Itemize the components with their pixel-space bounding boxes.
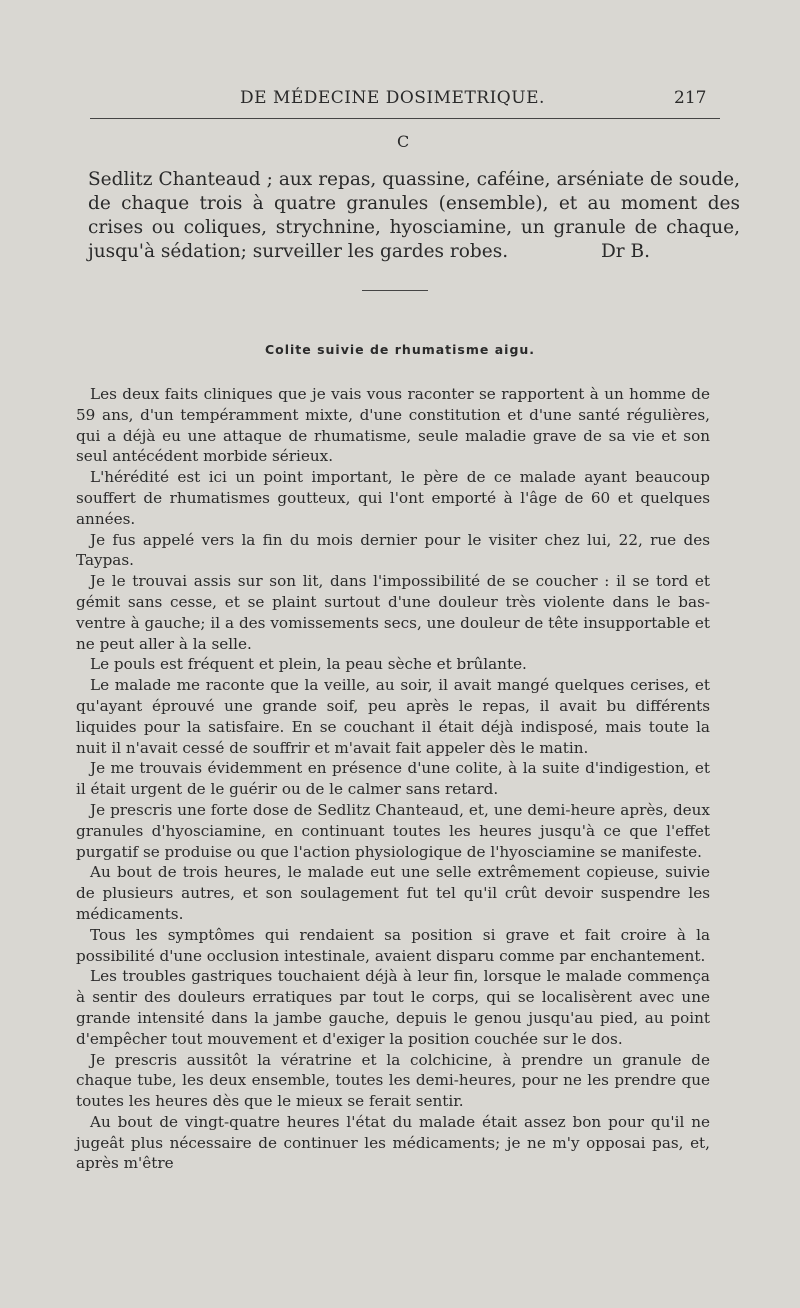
paragraph: Au bout de trois heures, le malade eut une selle extrêmement copieuse, suivie de plusieurs autres, et son soulagement fut tel qu'il crût devoir suspendre les médicaments. <box>76 863 710 923</box>
prescription-block <box>88 168 740 264</box>
author-signature: Dr B. <box>600 241 650 262</box>
paragraph: Les deux faits cliniques que je vais vous raconter se rapportent à un homme de 59 ans, d'un tempéramment mixte, d'une constitution et d'une santé régulières, qui a déjà eu une attaque de rhumatisme, seule maladie grave de sa vie et son seul antécédent morbide sérieux. <box>76 385 710 466</box>
article-title: Colite suivie de rhumatisme aigu. <box>264 342 536 357</box>
paragraph: Je le trouvai assis sur son lit, dans l'impossibilité de se coucher : il se tord et gémit sans cesse, et se plaint surtout d'une douleur très violente dans le bas-ventre à gauche; il a des vomissements secs, une douleur de tête insupportable et ne peut aller à la selle. <box>76 572 710 653</box>
article-body <box>76 384 710 1174</box>
paragraph: Le pouls est fréquent et plein, la peau sèche et brûlante. <box>90 655 527 674</box>
paragraph: Je fus appelé vers la fin du mois dernier pour le visiter chez lui, 22, rue des Taypas. <box>76 530 710 570</box>
paragraph: L'hérédité est ici un point important, le père de ce malade ayant beaucoup souffert de rhumatismes goutteux, qui l'ont emporté à l'âge de 60 et quelques années. <box>76 468 710 528</box>
running-head: DE MÉDECINE DOSIMETRIQUE. <box>240 88 545 108</box>
paragraph: Tous les symptômes qui rendaient sa position si grave et fait croire à la possibilité d'une occlusion intestinale, avaient disparu comme par enchantement. <box>76 925 710 965</box>
paragraph: Je prescris aussitôt la vératrine et la colchicine, à prendre un granule de chaque tube, les deux ensemble, toutes les demi-heures, pour ne les prendre que toutes les heures dès que le mieux se ferait sentir. <box>76 1050 710 1111</box>
paragraph: Les troubles gastriques touchaient déjà à leur fin, lorsque le malade commença à sentir des douleurs erratiques par tout le corps, qui se localisèrent avec une grande intensité dans la jambe gauche, depuis le genou jusqu'au pied, au point d'empêcher tout mouvement et d'exiger la position couchée sur le dos. <box>76 967 710 1048</box>
paragraph: Je me trouvais évidemment en présence d'une colite, à la suite d'indigestion, et il était urgent de le guérir ou de le calmer sans retard. <box>76 759 710 799</box>
header-rule <box>90 118 720 119</box>
section-divider <box>362 290 428 291</box>
paragraph: Le malade me raconte que la veille, au soir, il avait mangé quelques cerises, et qu'ayant éprouvé une grande soif, peu après le repas, il avait bu différents liquides pour la satisfaire. En se couchant il était déjà indisposé, mais toute la nuit il n'avait cessé de souffrir et m'avait fait appeler dès le matin. <box>76 676 710 757</box>
paragraph: Au bout de vingt-quatre heures l'état du malade était assez bon pour qu'il ne jugeât plus nécessaire de continuer les médicaments; je ne m'y opposai pas, et, après m'être <box>76 1112 710 1173</box>
page-number: 217 <box>674 88 707 108</box>
paragraph: Je prescris une forte dose de Sedlitz Chanteaud, et, une demi-heure après, deux granules d'hyosciamine, en continuant toutes les heures jusqu'à ce que l'effet purgatif se produise ou que l'action physiologique de l'hyosciamine se manifeste. <box>76 800 710 861</box>
prescription-text: Sedlitz Chanteaud ; aux repas, quassine, caféine, arséniate de soude, de chaque trois à quatre granules (ensemble), et au moment des crises ou coliques, strychnine, hyosciamine, un granule de chaque, jusqu'à sédation; surveiller les gardes robes. <box>88 169 740 262</box>
section-letter: C <box>397 132 410 151</box>
